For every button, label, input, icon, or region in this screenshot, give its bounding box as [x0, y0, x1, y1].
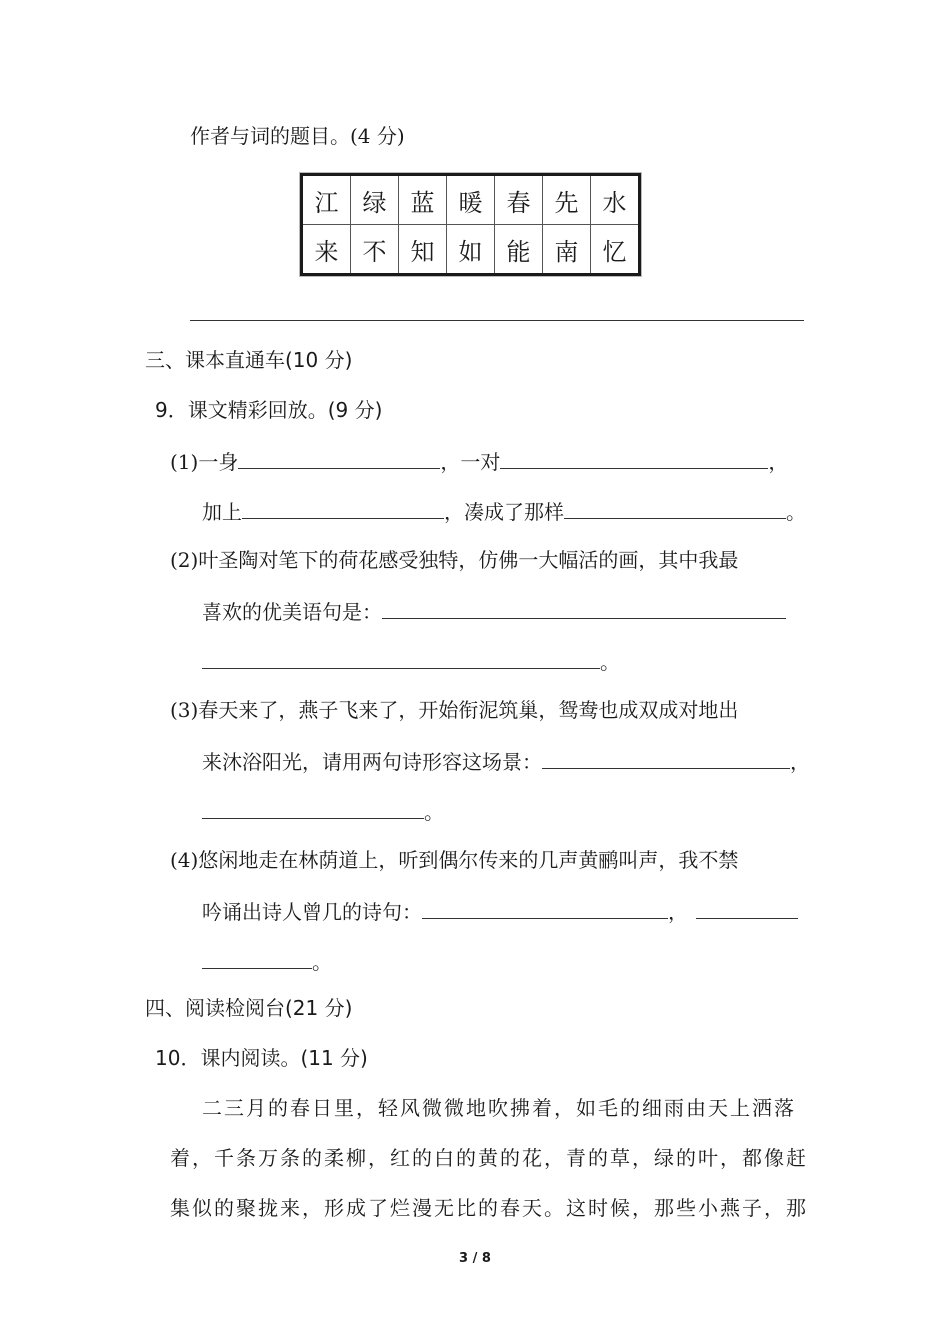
answer-blank[interactable]	[242, 498, 444, 519]
grid-cell: 绿	[351, 175, 399, 225]
answer-blank[interactable]	[542, 748, 790, 769]
q9-part3-text-c: ，	[790, 750, 810, 774]
q9-part2-text-c: 。	[600, 650, 620, 674]
grid-cell: 南	[543, 225, 591, 275]
passage-line: 着，千条万条的柔柳，红的白的黄的花，青的草，绿的叶，都像赶	[170, 1146, 808, 1170]
q9-part1-text-d: 加上	[202, 500, 242, 524]
answer-blank[interactable]	[202, 798, 424, 819]
section-3-title: 三、课本直通车(10 分)	[145, 348, 353, 372]
q9-part2-text-b: 喜欢的优美语句是：	[202, 600, 382, 624]
q9-part4-text-d: 。	[312, 950, 332, 974]
passage-line: 集似的聚拢来，形成了烂漫无比的春天。这时候，那些小燕子，那	[170, 1196, 808, 1220]
answer-blank[interactable]	[696, 898, 798, 919]
grid-cell: 不	[351, 225, 399, 275]
grid-cell: 江	[302, 175, 351, 225]
grid-cell: 先	[543, 175, 591, 225]
grid-row	[302, 225, 640, 275]
grid-cell: 如	[447, 225, 495, 275]
character-grid	[300, 173, 641, 276]
q9-part3-line1: (3)春天来了，燕子飞来了，开始衔泥筑巢，鸳鸯也成双成对地出	[170, 698, 739, 722]
grid-cell: 来	[302, 225, 351, 275]
grid-cell: 知	[399, 225, 447, 275]
intro-line: 作者与词的题目。(4 分)	[190, 124, 405, 148]
grid-cell: 水	[591, 175, 640, 225]
section-4-title: 四、阅读检阅台(21 分)	[145, 996, 353, 1020]
q9-part1-line2	[202, 498, 806, 524]
q9-part2-line1: (2)叶圣陶对笔下的荷花感受独特，仿佛一大幅活的画，其中我最	[170, 548, 739, 572]
answer-blank[interactable]	[500, 448, 768, 469]
q9-part3-text-d: 。	[424, 800, 444, 824]
answer-blank[interactable]	[238, 448, 440, 469]
q9-part1-text-f: 。	[786, 500, 806, 524]
grid-row	[302, 175, 640, 225]
grid-cell: 春	[495, 175, 543, 225]
page-number: 3 / 8	[459, 1251, 491, 1266]
q9-part1-text-e: ，凑成了那样	[444, 500, 564, 524]
grid-cell: 能	[495, 225, 543, 275]
q9-part1-text-a: (1)一身	[170, 450, 239, 474]
grid-cell: 忆	[591, 225, 640, 275]
q9-part1-line1	[170, 448, 788, 474]
question-10-title: 10．课内阅读。(11 分)	[155, 1046, 368, 1070]
q9-part4-line1: (4)悠闲地走在林荫道上，听到偶尔传来的几声黄鹂叫声，我不禁	[170, 848, 739, 872]
q9-part3-text-b: 来沐浴阳光，请用两句诗形容这场景：	[202, 750, 542, 774]
q9-part2-line2	[202, 598, 786, 624]
q9-part3-line3	[202, 798, 444, 824]
grid-cell: 暖	[447, 175, 495, 225]
answer-blank[interactable]	[202, 648, 600, 669]
passage-line: 二三月的春日里，轻风微微地吹拂着，如毛的细雨由天上洒落	[202, 1096, 796, 1120]
answer-line[interactable]	[190, 320, 804, 321]
answer-blank[interactable]	[382, 598, 786, 619]
q9-part2-line3	[202, 648, 620, 674]
answer-blank[interactable]	[202, 948, 312, 969]
grid-cell: 蓝	[399, 175, 447, 225]
q9-part1-text-c: ，	[768, 450, 789, 474]
q9-part4-line2	[202, 898, 798, 924]
q9-part3-line2	[202, 748, 810, 774]
q9-part4-line3	[202, 948, 332, 974]
q9-part4-text-b: 吟诵出诗人曾几的诗句：	[202, 900, 422, 924]
answer-blank[interactable]	[422, 898, 668, 919]
question-9-title: 9．课文精彩回放。(9 分)	[155, 398, 383, 422]
q9-part1-text-b: ，一对	[440, 450, 501, 474]
q9-part4-text-c: ，	[668, 900, 688, 924]
answer-blank[interactable]	[564, 498, 786, 519]
